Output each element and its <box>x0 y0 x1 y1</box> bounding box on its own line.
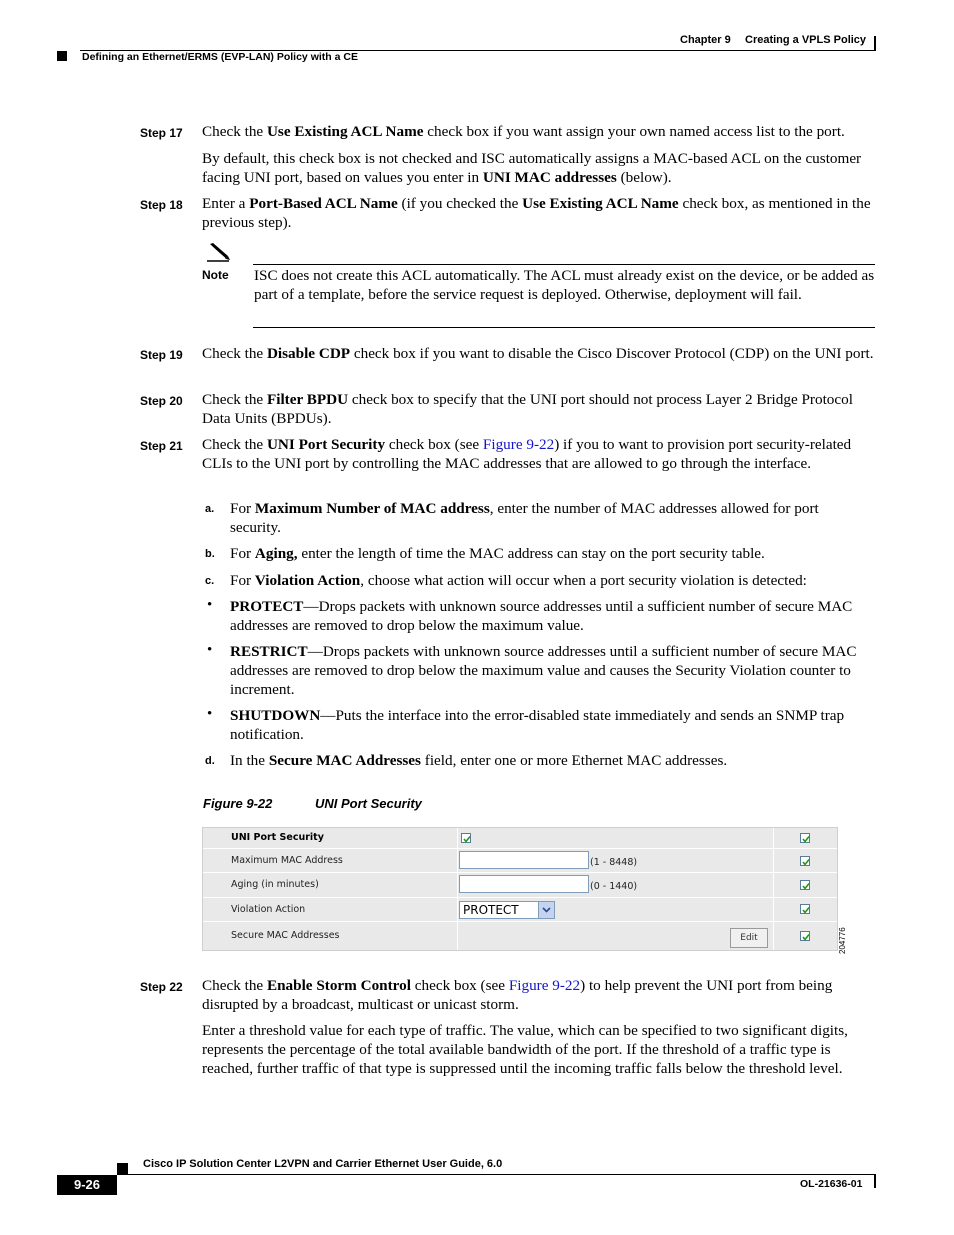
header-square <box>57 51 67 61</box>
aging-input[interactable] <box>459 875 589 893</box>
footer-square <box>117 1163 128 1174</box>
bullet-shutdown-text: SHUTDOWN—Puts the interface into the error-disabled state immediately and sends an SNMP trap notification. <box>230 707 845 743</box>
figure-9-22-link[interactable]: Figure 9-22 <box>508 977 581 994</box>
step-21c-label: c. <box>205 575 215 587</box>
maximum-mac-address-override-checkbox[interactable] <box>800 856 810 866</box>
step-21d-text: In the Secure MAC Addresses field, enter one or more Ethernet MAC addresses. <box>230 752 728 769</box>
step-21-label: Step 21 <box>140 439 183 453</box>
step-21c-text: For Violation Action, choose what action will occur when a port security violation is detected: <box>230 572 807 589</box>
page-number: 9-26 <box>57 1175 117 1195</box>
header-section: Defining an Ethernet/ERMS (EVP-LAN) Policy with a CE <box>82 51 358 63</box>
step-18-text: Enter a Port-Based ACL Name (if you checked the Use Existing ACL Name check box, as mentioned in the previous step). <box>202 195 871 231</box>
maximum-mac-address-range: (1 - 8448) <box>590 857 638 868</box>
step-19-text: Check the Disable CDP check box if you want to disable the Cisco Discover Protocol (CDP) on the UNI port. <box>202 345 874 362</box>
header-tick <box>874 36 876 51</box>
header-chapter-title: Creating a VPLS Policy <box>745 34 867 46</box>
ui-label-aging: Aging (in minutes) <box>231 879 319 890</box>
secure-mac-addresses-override-checkbox[interactable] <box>800 931 810 941</box>
step-17-text: Check the Use Existing ACL Name check box if you want assign your own named access list to the port. <box>202 123 845 140</box>
step-21b-text: For Aging, enter the length of time the MAC address can stay on the port security table. <box>230 545 765 562</box>
ui-label-violation-action: Violation Action <box>231 904 306 915</box>
figure-caption-number: Figure 9-22 <box>203 796 273 811</box>
step-22-label: Step 22 <box>140 980 183 994</box>
note-label: Note <box>202 268 229 282</box>
ui-label-uni-port-security: UNI Port Security <box>231 832 324 843</box>
ui-row-secure-mac-addresses <box>203 922 837 950</box>
chevron-down-icon <box>538 902 554 918</box>
figure-9-22-link[interactable]: Figure 9-22 <box>482 436 555 453</box>
note-top-rule <box>253 264 875 265</box>
ui-row-violation-action <box>203 898 837 922</box>
uni-port-security-override-checkbox[interactable] <box>800 833 810 843</box>
uni-port-security-panel <box>202 827 838 951</box>
ui-label-maximum-mac-address: Maximum MAC Address <box>231 855 343 866</box>
bullet-icon: • <box>207 706 213 722</box>
bullet-protect-text: PROTECT—Drops packets with unknown source addresses until a sufficient number of secure MAC addresses are removed to drop below the maximum value. <box>230 598 853 634</box>
step-18-label: Step 18 <box>140 198 183 212</box>
pencil-icon <box>204 242 232 264</box>
figure-id: 204776 <box>838 927 847 954</box>
uni-port-security-checkbox[interactable] <box>461 833 471 843</box>
step-21a-text: For Maximum Number of MAC address, enter the number of MAC addresses allowed for port security. <box>230 500 819 536</box>
violation-action-select[interactable]: PROTECT <box>459 901 555 919</box>
note-bottom-rule <box>253 327 875 328</box>
step-19-label: Step 19 <box>140 348 183 362</box>
ui-row-aging <box>203 873 837 898</box>
violation-action-override-checkbox[interactable] <box>800 904 810 914</box>
step-21a-label: a. <box>205 503 215 515</box>
bullet-restrict-text: RESTRICT—Drops packets with unknown source addresses until a sufficient number of secure MAC addresses are removed to drop below the maximum value and causes the Security Violation counter to increment. <box>230 643 857 698</box>
aging-override-checkbox[interactable] <box>800 880 810 890</box>
note-text: ISC does not create this ACL automatically. The ACL must already exist on the device, or be added as part of a template, before the service request is deployed. Otherwise, deployment will fail. <box>254 267 875 303</box>
step-21-text: Check the UNI Port Security check box (see Figure 9-22) if you to want to provision port security-related CLIs to the UNI port by controlling the MAC addresses that are allowed to go through the interface. <box>202 436 852 472</box>
header-chapter: Chapter 9 <box>680 34 731 46</box>
ui-row-maximum-mac-address <box>203 849 837 873</box>
aging-range: (0 - 1440) <box>590 881 638 892</box>
footer-tick <box>874 1175 876 1188</box>
step-22-text: Check the Enable Storm Control check box (see Figure 9-22) to help prevent the UNI port from being disrupted by a broadcast, multicast or unicast storm. <box>202 977 833 1013</box>
bullet-icon: • <box>207 597 213 613</box>
step-21d-label: d. <box>205 755 215 767</box>
step-22-paragraph: Enter a threshold value for each type of traffic. The value, which can be specified to two significant digits, represents the percentage of the total available bandwidth of the port. If the threshold of a traffic type is reached, further traffic of that type is suppressed until the incoming traffic falls below the threshold level. <box>202 1022 848 1077</box>
ui-label-secure-mac-addresses: Secure MAC Addresses <box>231 930 340 941</box>
ui-row-uni-port-security <box>203 828 837 849</box>
maximum-mac-address-input[interactable] <box>459 851 589 869</box>
doc-number: OL-21636-01 <box>800 1178 863 1190</box>
footer-rule <box>117 1174 876 1175</box>
edit-button[interactable]: Edit <box>730 928 768 948</box>
footer-title: Cisco IP Solution Center L2VPN and Carrier Ethernet User Guide, 6.0 <box>143 1158 503 1170</box>
step-20-label: Step 20 <box>140 394 183 408</box>
step-17-paragraph: By default, this check box is not checked and ISC automatically assigns a MAC-based ACL on the customer facing UNI port, based on values you enter in UNI MAC addresses (below). <box>202 150 862 186</box>
bullet-icon: • <box>207 642 213 658</box>
step-21b-label: b. <box>205 548 215 560</box>
figure-caption-title: UNI Port Security <box>315 796 422 811</box>
step-20-text: Check the Filter BPDU check box to specify that the UNI port should not process Layer 2 Bridge Protocol Data Units (BPDUs). <box>202 391 853 427</box>
step-17-label: Step 17 <box>140 126 183 140</box>
